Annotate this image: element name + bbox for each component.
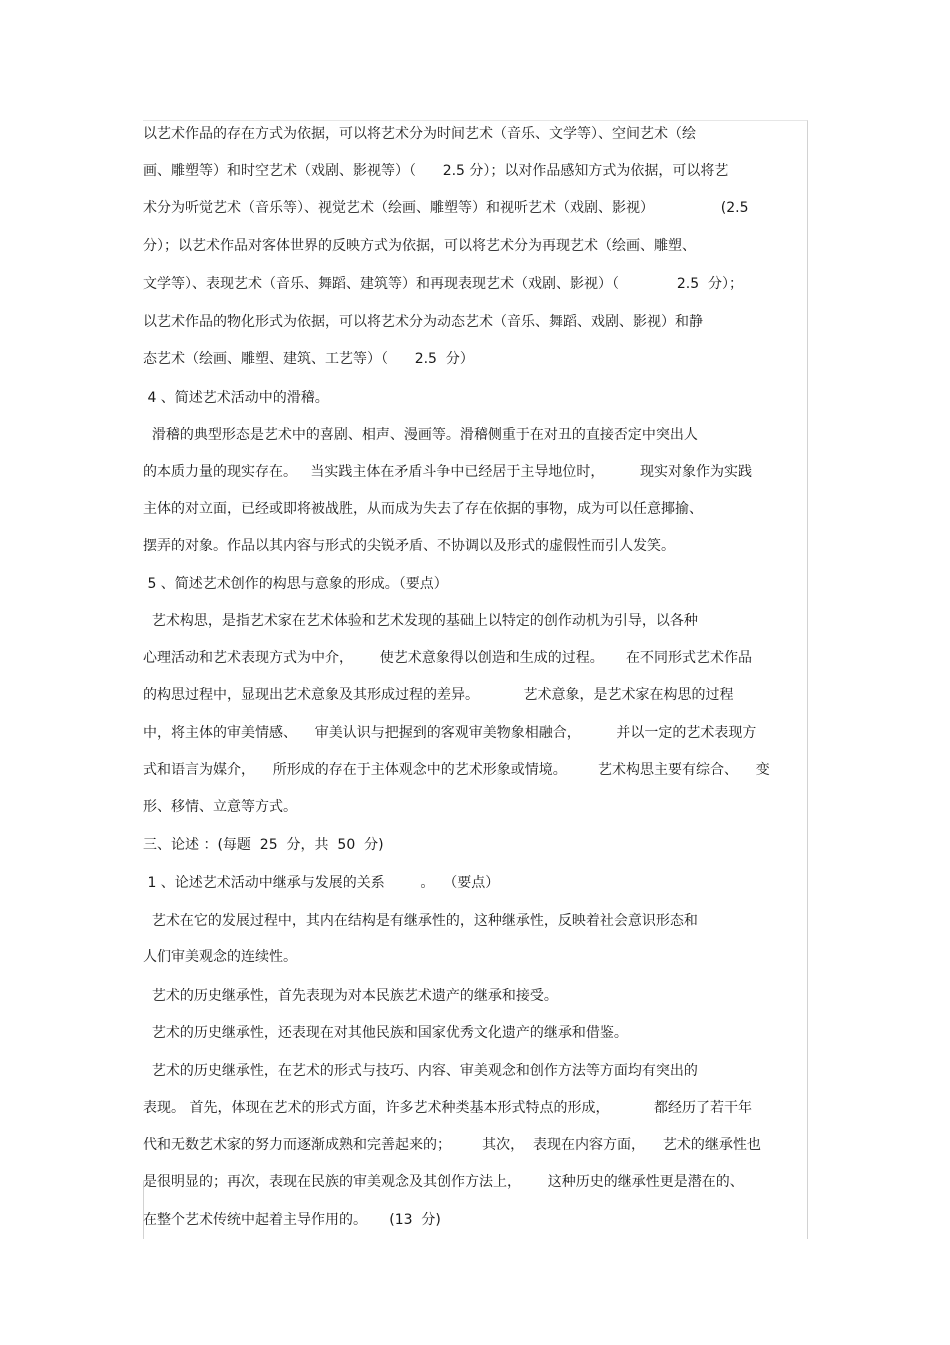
- text-line: 艺术的历史继承性，首先表现为对本民族艺术遗产的继承和接受。: [143, 988, 558, 1004]
- text-line: 文学等）、表现艺术（音乐、舞蹈、建筑等）和再现表现艺术（戏剧、影视）（ 2.5 分）；: [143, 276, 744, 292]
- text-line: 心理活动和艺术表现方式为中介， 使艺术意象得以创造和生成的过程。 在不同形式艺术作品: [143, 650, 752, 666]
- text-line: 形、移情、立意等方式。: [143, 799, 297, 815]
- text-line: 态艺术（绘画、雕塑、建筑、工艺等）（ 2.5 分）: [143, 351, 474, 367]
- text-line: 表现。 首先，体现在艺术的形式方面，许多艺术种类基本形式特点的形成， 都经历了若干年: [143, 1100, 752, 1116]
- text-line: 分）；以艺术作品对客体世界的反映方式为依据，可以将艺术分为再现艺术（绘画、雕塑、: [143, 238, 696, 254]
- text-line: 术分为听觉艺术（音乐等）、视觉艺术（绘画、雕塑等）和视听艺术（戏剧、影视） (2.5: [143, 200, 749, 216]
- text-line: 的本质力量的现实存在。 当实践主体在矛盾斗争中已经居于主导地位时， 现实对象作为实践: [143, 464, 752, 480]
- text-line: 以艺术作品的存在方式为依据，可以将艺术分为时间艺术（音乐、文学等）、空间艺术（绘: [143, 126, 696, 142]
- text-line: 式和语言为媒介， 所形成的存在于主体观念中的艺术形象或情境。 艺术构思主要有综合、 变: [143, 762, 770, 778]
- text-line: 主体的对立面，已经或即将被战胜，从而成为失去了存在依据的事物，成为可以任意揶揄、: [143, 501, 703, 517]
- text-line: 画、雕塑等）和时空艺术（戏剧、影视等）（ 2.5 分）；以对作品感知方式为依据，可以将艺: [143, 163, 729, 179]
- text-line: 中，将主体的审美情感、 审美认识与把握到的客观审美物象相融合， 并以一定的艺术表现方: [143, 725, 757, 741]
- question-heading: 1 、论述艺术活动中继承与发展的关系 。 （要点）: [143, 875, 500, 891]
- section-heading: 三、论述 ：(每题 25 分，共 50 分): [143, 837, 384, 853]
- question-heading: 5 、简述艺术创作的构思与意象的形成。（要点）: [143, 576, 448, 592]
- text-line: 滑稽的典型形态是艺术中的喜剧、相声、漫画等。滑稽侧重于在对丑的直接否定中突出人: [143, 427, 698, 443]
- text-line: 人们审美观念的连续性。: [143, 949, 297, 965]
- text-line: 在整个艺术传统中起着主导作用的。 (13 分): [143, 1212, 441, 1228]
- text-line: 艺术的历史继承性，在艺术的形式与技巧、内容、审美观念和创作方法等方面均有突出的: [143, 1063, 698, 1079]
- text-line: 艺术的历史继承性，还表现在对其他民族和国家优秀文化遗产的继承和借鉴。: [143, 1025, 628, 1041]
- text-line: 摆弄的对象。作品以其内容与形式的尖锐矛盾、不协调以及形式的虚假性而引人发笑。: [143, 538, 675, 554]
- text-line: 艺术构思，是指艺术家在艺术体验和艺术发现的基础上以特定的创作动机为引导，以各种: [143, 613, 698, 629]
- text-line: 以艺术作品的物化形式为依据，可以将艺术分为动态艺术（音乐、舞蹈、戏剧、影视）和静: [143, 314, 703, 330]
- text-line: 是很明显的；再次，表现在民族的审美观念及其创作方法上， 这种历史的继承性更是潜在的、: [143, 1174, 744, 1190]
- text-line: 代和无数艺术家的努力而逐渐成熟和完善起来的； 其次， 表现在内容方面， 艺术的继承性也: [143, 1137, 761, 1153]
- question-heading: 4 、简述艺术活动中的滑稽。: [143, 390, 329, 406]
- text-line: 艺术在它的发展过程中，其内在结构是有继承性的，这种继承性，反映着社会意识形态和: [143, 913, 698, 929]
- text-line: 的构思过程中，显现出艺术意象及其形成过程的差异。 艺术意象，是艺术家在构思的过程: [143, 687, 734, 703]
